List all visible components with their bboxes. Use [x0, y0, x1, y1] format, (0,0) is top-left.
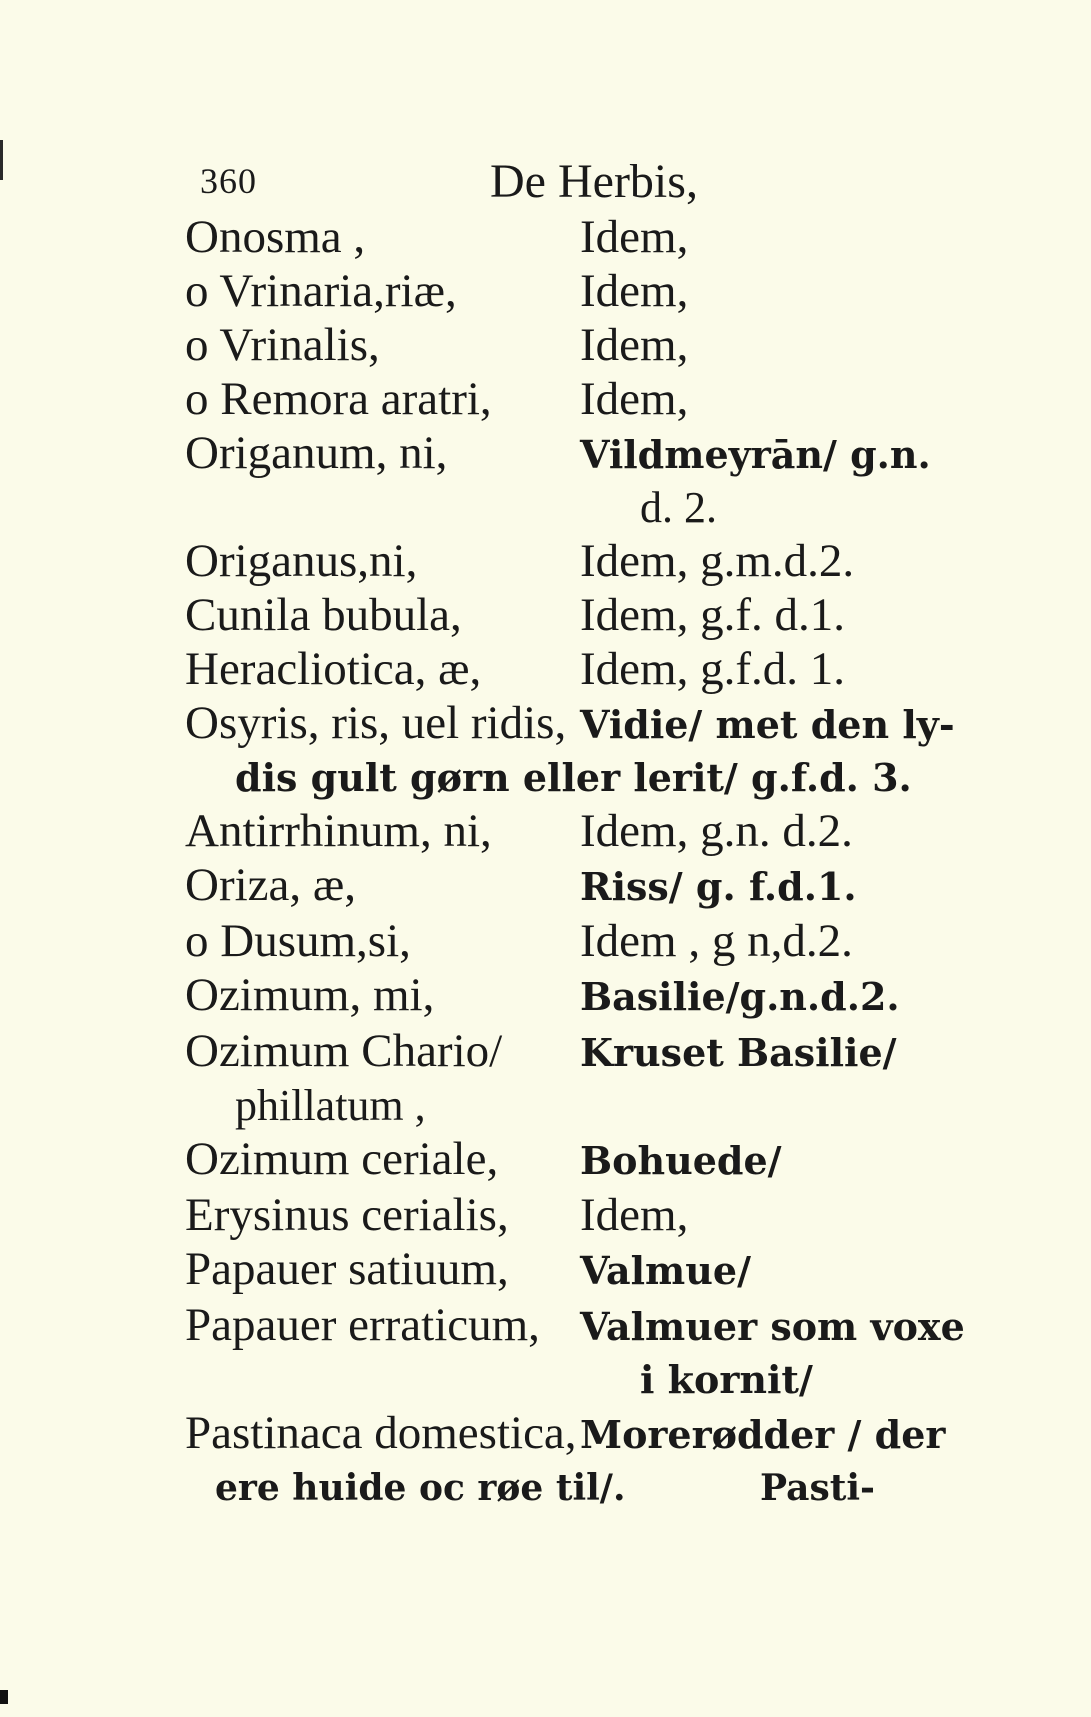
vernacular-name: Idem, g.f. d.1. [580, 589, 845, 641]
vernacular-name: Idem, [580, 373, 689, 425]
latin-name: Osyris, ris, uel ridis, [185, 697, 567, 749]
vernacular-name: Idem, [580, 211, 689, 263]
entry-remora [185, 372, 985, 426]
entry-osyris [185, 696, 985, 752]
vernacular-name: Valmue/ [580, 1248, 751, 1293]
page-title: De Herbis, [490, 155, 698, 208]
vernacular-name: Bohuede/ [580, 1138, 782, 1183]
vernacular-name: Idem, [580, 265, 689, 317]
latin-name: Antirrhinum, ni, [185, 805, 492, 857]
entry-papauer-satiuum [185, 1242, 985, 1298]
book-page [185, 150, 985, 1514]
latin-name: Ozimum, mi, [185, 969, 435, 1021]
vernacular-name: Idem, g.m.d.2. [580, 535, 855, 587]
latin-name: Oriza, æ, [185, 859, 356, 911]
entry-origanum [185, 426, 985, 482]
latin-name: Origanus,ni, [185, 535, 418, 587]
entry-cunila [185, 588, 985, 642]
entry-origanus [185, 534, 985, 588]
vernacular-name: Idem, [580, 1189, 689, 1241]
page-header [185, 150, 985, 210]
latin-name: o Remora aratri, [185, 373, 492, 425]
entry-continuation: d. 2. [640, 483, 717, 532]
last-line [185, 1462, 985, 1514]
last-line-text: ere huide oc røe til/. [215, 1467, 626, 1509]
latin-name: Cunila bubula, [185, 589, 462, 641]
entry-antirrhinum [185, 804, 985, 858]
latin-name: Origanum, ni, [185, 427, 448, 479]
latin-name: Heracliotica, æ, [185, 643, 482, 695]
entry-pastinaca [185, 1406, 985, 1462]
entry-ozimum [185, 968, 985, 1024]
page-number: 360 [200, 161, 257, 201]
entry-dusum [185, 914, 985, 968]
vernacular-name: Basilie/g.n.d.2. [580, 974, 900, 1019]
entry-continuation: dis gult gørn eller lerit/ g.f.d. 3. [235, 755, 912, 800]
vernacular-name: Idem, g.n. d.2. [580, 805, 853, 857]
latin-name: o Vrinalis, [185, 319, 380, 371]
entry-vrinalis [185, 318, 985, 372]
latin-name: Erysinus cerialis, [185, 1189, 509, 1241]
margin-mark [0, 140, 3, 180]
vernacular-name: Idem, [580, 319, 689, 371]
vernacular-name: Idem , g n,d.2. [580, 915, 853, 967]
latin-name: Ozimum ceriale, [185, 1133, 499, 1185]
entry-ozimum-ceriale [185, 1132, 985, 1188]
latin-name: Pastinaca domestica, [185, 1407, 577, 1459]
vernacular-name: Idem, g.f.d. 1. [580, 643, 845, 695]
vernacular-name: Kruset Basilie/ [580, 1030, 897, 1075]
vernacular-name: Vildmeyrān/ g.n. [580, 432, 931, 477]
latin-name: o Vrinaria,riæ, [185, 265, 457, 317]
entry-papauer-erraticum [185, 1298, 985, 1354]
catchword: Pasti- [760, 1467, 875, 1509]
entry-oriza [185, 858, 985, 914]
entry-erysinus [185, 1188, 985, 1242]
latin-name: Papauer satiuum, [185, 1243, 509, 1295]
vernacular-name: Riss/ g. f.d.1. [580, 864, 857, 909]
latin-name: Onosma , [185, 211, 366, 263]
entry-ozimum-chario [185, 1024, 985, 1080]
entry-heracliotica [185, 642, 985, 696]
vernacular-name: Valmuer som voxe [580, 1304, 965, 1349]
latin-name: Papauer erraticum, [185, 1299, 540, 1351]
herb-entries [185, 210, 985, 1514]
vernacular-name: Vidie/ met den ly- [580, 702, 955, 747]
entry-continuation: phillatum , [235, 1081, 426, 1130]
latin-name: o Dusum,si, [185, 915, 411, 967]
latin-name: Ozimum Chario/ [185, 1025, 503, 1077]
entry-onosma [185, 210, 985, 264]
entry-vrinaria [185, 264, 985, 318]
vernacular-name: Morerødder / der [580, 1412, 946, 1457]
entry-continuation: i kornit/ [640, 1357, 813, 1402]
margin-mark-bottom [0, 1690, 8, 1704]
